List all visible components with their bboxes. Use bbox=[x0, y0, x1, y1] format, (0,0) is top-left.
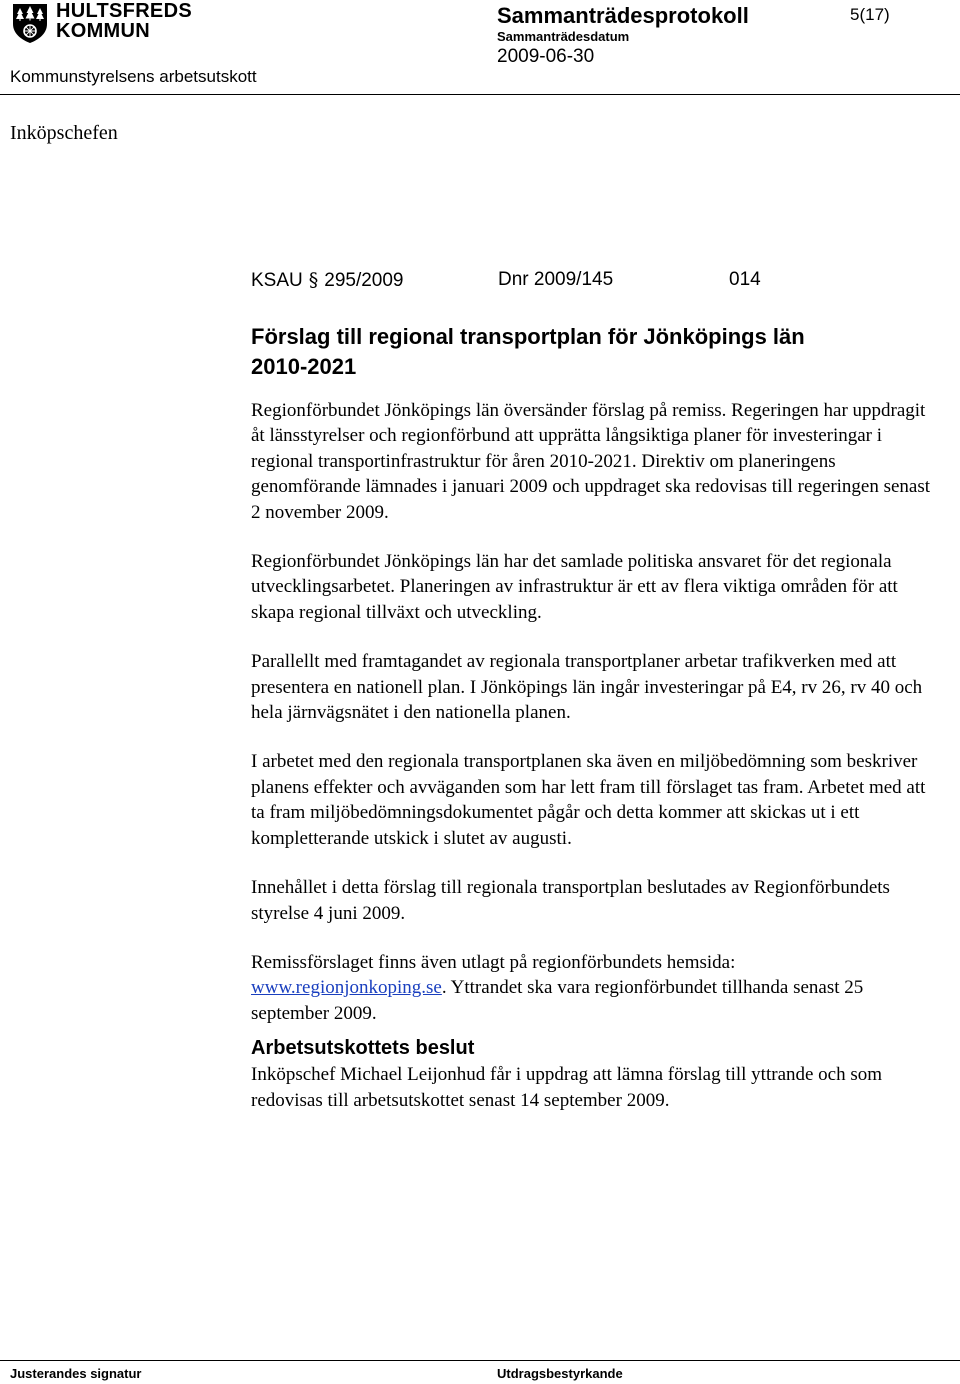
case-title bbox=[251, 322, 941, 382]
case-reference bbox=[251, 268, 941, 292]
signature-label: Justerandes signatur bbox=[10, 1366, 142, 1381]
meeting-date-label: Sammanträdesdatum bbox=[497, 29, 630, 44]
decision-text: Inköpschef Michael Leijonhud får i uppdrag att lämna förslag till yttrande och som redovisas till arbetsutskottet senast 14 september 2009. bbox=[251, 1064, 883, 1111]
header-divider bbox=[0, 94, 960, 95]
logo-line-2: KOMMUN bbox=[56, 20, 151, 42]
protocol-title: Sammanträdesprotokoll bbox=[497, 3, 749, 28]
municipality-logo bbox=[10, 0, 192, 46]
paragraph-6-rest: . Yttrandet ska vara regionförbundet tillhanda senast 25 september 2009. bbox=[251, 977, 864, 1024]
diary-number: Dnr 2009/145 bbox=[498, 269, 614, 290]
section-number: 295/2009 bbox=[324, 270, 404, 291]
paragraph-6-intro: Remissförslaget finns även utlagt på regionförbundets hemsida: bbox=[251, 951, 736, 973]
paragraph-2: Regionförbundet Jönköpings län har det samlade politiska ansvaret för det regionala utvecklingsarbetet. Planeringen av infrastruktur är ett av flera viktiga områden för att skapa regional tillväxt och utveckling. bbox=[251, 551, 898, 623]
paragraph-6 bbox=[251, 950, 941, 1026]
municipal-crest-icon bbox=[10, 2, 50, 44]
recipient: Inköpschefen bbox=[10, 122, 118, 144]
logo-line-1: HULTSFREDS bbox=[56, 0, 192, 22]
section-sign: § bbox=[308, 269, 319, 291]
paragraph-3: Parallellt med framtagandet av regionala transportplaner arbetar trafikverken med att presentera en nationell plan. I Jönköpings län ingår investeringar på E4, rv 26, rv 40 och hela järnvägsnätet i den nationella planen. bbox=[251, 651, 923, 724]
meeting-date: 2009-06-30 bbox=[497, 46, 595, 67]
logo-wordmark bbox=[56, 1, 192, 41]
footer-divider bbox=[0, 1360, 960, 1361]
decision-heading: Arbetsutskottets beslut bbox=[251, 1037, 475, 1060]
paragraph-1: Regionförbundet Jönköpings län översänder förslag på remiss. Regeringen har uppdragit åt länsstyrelser och regionförbund att upprätta långsiktiga planer för investeringar i regional transportinfrastruktur för åren 2010-2021. Direktiv om planeringens genomförande lämnades i januari 2009 och uppdraget ska redovisas till regeringen senast 2 november 2009. bbox=[251, 400, 931, 523]
certification-label: Utdragsbestyrkande bbox=[497, 1366, 623, 1381]
page-number: 5(17) bbox=[850, 5, 890, 24]
classification-code: 014 bbox=[729, 269, 761, 290]
paragraph-5: Innehållet i detta förslag till regionala transportplan beslutades av Regionförbundets styrelse 4 juni 2009. bbox=[251, 877, 890, 924]
ksau-label: KSAU bbox=[251, 270, 303, 291]
website-link[interactable]: www.regionjonkoping.se bbox=[251, 977, 442, 999]
case-title-line-2: 2010-2021 bbox=[251, 354, 357, 379]
document-body bbox=[251, 268, 941, 1113]
case-title-line-1: Förslag till regional transportplan för Jönköpings län bbox=[251, 324, 805, 349]
paragraph-4: I arbetet med den regionala transportplanen ska även en miljöbedömning som beskriver planens effekter och avväganden som har lett fram till förslaget tas fram. Arbetet med att ta fram miljöbedömningsdokumentet pågår och detta kommer att skickas ut i ett kompletterande utskick i slutet av augusti. bbox=[251, 751, 926, 849]
committee-name: Kommunstyrelsens arbetsutskott bbox=[10, 67, 257, 86]
